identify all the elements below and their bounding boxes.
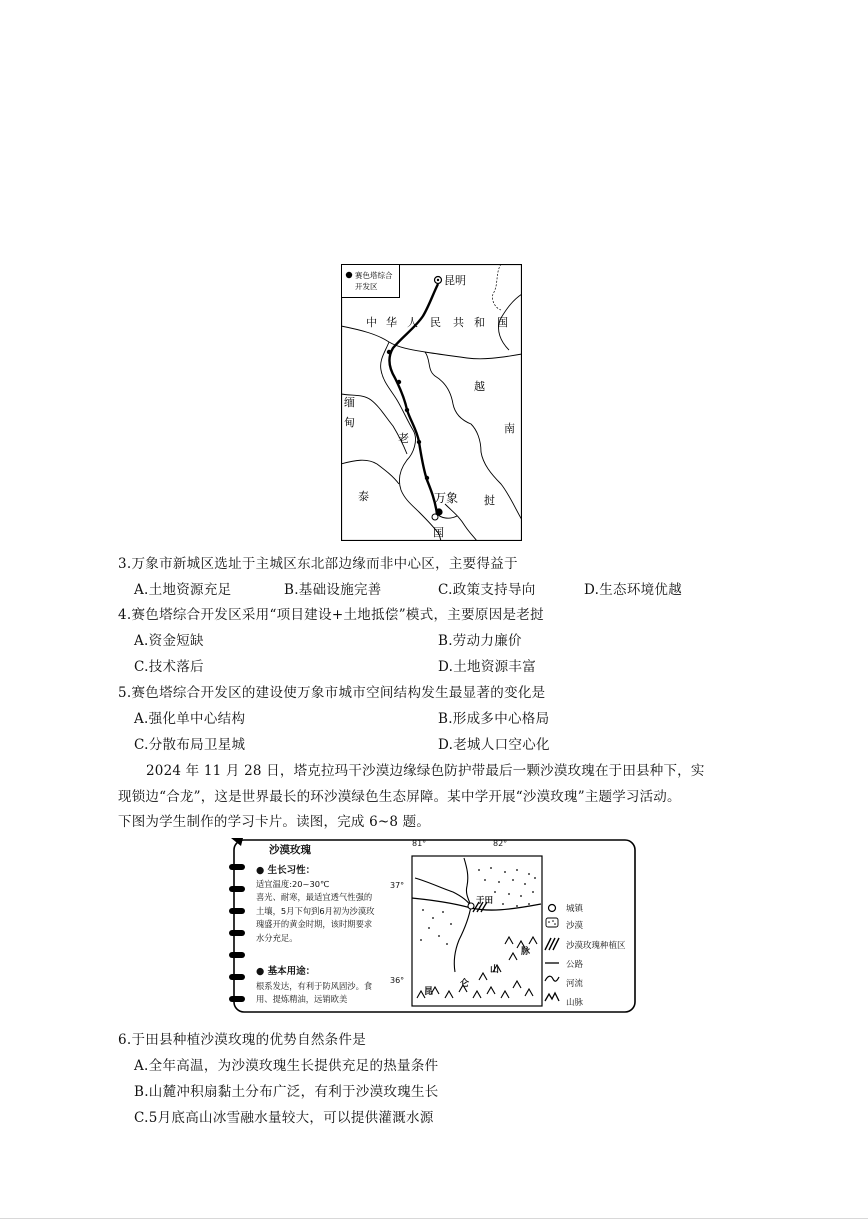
label-myanmar-1: 缅 xyxy=(344,396,355,409)
habit-line-5: 水分充足。 xyxy=(256,932,298,943)
card-habit-heading: ● 生长习性： xyxy=(256,865,316,876)
question-4-stem: 4.赛色塔综合开发区采用“项目建设+土地抵偿”模式，主要原因是老挝 xyxy=(118,607,544,623)
label-myanmar-2: 甸 xyxy=(344,416,355,429)
question-5-option-a[interactable]: A.强化单中心结构 xyxy=(134,711,246,727)
label-china-7: 国 xyxy=(497,316,508,329)
question-5-option-c[interactable]: C.分散布局卫星城 xyxy=(134,737,246,753)
laos-location-map xyxy=(341,264,522,541)
passage-line-3: 下图为学生制作的学习卡片。读图，完成 6~8 题。 xyxy=(118,814,431,830)
legend-rose-area: 沙漠玫瑰种植区 xyxy=(566,941,626,951)
question-6-stem: 6.于田县种植沙漠玫瑰的优势自然条件是 xyxy=(118,1032,367,1048)
habit-line-1: 适宜温度:20~30℃ xyxy=(256,879,330,889)
label-china-6: 和 xyxy=(474,316,485,329)
lon-82-label: 82° xyxy=(493,839,508,848)
lat-37-label: 37° xyxy=(390,881,405,890)
question-5-option-b[interactable]: B.形成多中心格局 xyxy=(438,711,550,727)
legend-mountain: 山脉 xyxy=(566,998,584,1008)
question-4-option-d[interactable]: D.土地资源丰富 xyxy=(438,659,537,675)
legend-road: 公路 xyxy=(566,960,584,970)
question-4-option-a[interactable]: A.资金短缺 xyxy=(134,633,204,649)
question-6-option-b[interactable]: B.山麓冲积扇黏土分布广泛，有利于沙漠玫瑰生长 xyxy=(134,1084,439,1100)
use-line-1: 根系发达，有利于防风固沙。食 xyxy=(256,981,373,991)
question-4-option-b[interactable]: B.劳动力廉价 xyxy=(438,633,522,649)
yutian-town-icon xyxy=(468,903,474,909)
map1-legend-1: 赛色塔综合 xyxy=(355,271,393,280)
question-5-stem: 5.赛色塔综合开发区的建设使万象市城市空间结构发生最显著的变化是 xyxy=(118,685,546,701)
legend-town-icon xyxy=(549,905,556,912)
city-kunming: 昆明 xyxy=(444,274,466,287)
mountain-label-4: 脉 xyxy=(521,947,531,957)
card-habit-text xyxy=(256,878,406,945)
question-3-option-c[interactable]: C.政策支持导向 xyxy=(438,582,536,598)
question-6-option-c[interactable]: C.5月底高山冰雪融水量较大，可以提供灌溉水源 xyxy=(134,1110,434,1126)
lon-81-label: 81° xyxy=(412,839,427,848)
card-title: 沙漠玫瑰 xyxy=(269,844,311,856)
passage-line-2: 现锁边“合龙”，这是世界最长的环沙漠绿色生态屏障。某中学开展“沙漠玫瑰”主题学习活动。 xyxy=(118,789,681,805)
lat-36-label: 36° xyxy=(390,976,405,985)
use-line-2: 用、提炼精油，远销欧美 xyxy=(256,994,348,1005)
card-use-heading: ● 基本用途： xyxy=(256,966,316,977)
legend-dot-icon xyxy=(346,272,352,278)
mountain-label-3: 仑 xyxy=(460,979,470,989)
label-laos-2: 挝 xyxy=(484,494,495,507)
label-vietnam-2: 南 xyxy=(504,422,515,435)
question-6-option-a[interactable]: A.全年高温，为沙漠玫瑰生长提供充足的热量条件 xyxy=(134,1058,439,1074)
legend-town: 城镇 xyxy=(566,904,584,914)
question-5-option-d[interactable]: D.老城人口空心化 xyxy=(438,737,550,753)
label-thailand-1: 泰 xyxy=(358,490,369,503)
page-bottom-divider xyxy=(0,1218,868,1219)
question-3-option-a[interactable]: A.土地资源充足 xyxy=(134,582,232,598)
mountain-label-2: 昆 xyxy=(424,987,434,997)
label-china-2: 华 xyxy=(386,316,397,329)
label-laos-1: 老 xyxy=(398,432,409,445)
city-vientiane: 万象 xyxy=(434,491,459,505)
city-yutian: 于田 xyxy=(476,896,494,906)
mountain-label-1: 山 xyxy=(490,965,500,975)
label-vietnam-1: 越 xyxy=(474,380,485,393)
label-china-1: 中 xyxy=(366,316,377,329)
legend-desert-icon xyxy=(546,918,558,927)
question-3-option-b[interactable]: B.基础设施完善 xyxy=(284,582,382,598)
question-3-stem: 3.万象市新城区选址于主城区东北部边缘而非中心区，主要得益于 xyxy=(118,556,518,572)
label-china-3: 人 xyxy=(407,316,418,329)
card-use-text xyxy=(256,980,406,1007)
habit-line-4: 瑰盛开的黄金时期，该时期要求 xyxy=(256,919,373,930)
legend-desert: 沙漠 xyxy=(566,921,584,931)
passage-line-1: 2024 年 11 月 28 日，塔克拉玛干沙漠边缘绿色防护带最后一颗沙漠玫瑰在于田县种下，实 xyxy=(146,763,705,779)
label-china-5: 共 xyxy=(453,316,464,329)
question-3-option-d[interactable]: D.生态环境优越 xyxy=(584,582,683,598)
habit-line-3: 土壤，5月下旬到6月初为沙漠玫 xyxy=(256,905,375,916)
habit-line-2: 喜光、耐寒，最适宜透气性强的 xyxy=(256,892,373,903)
question-4-option-c[interactable]: C.技术落后 xyxy=(134,659,204,675)
map1-legend-2: 开发区 xyxy=(355,282,378,291)
label-thailand-2: 国 xyxy=(433,526,444,539)
label-china-4: 民 xyxy=(430,316,441,329)
legend-river: 河流 xyxy=(566,979,584,989)
